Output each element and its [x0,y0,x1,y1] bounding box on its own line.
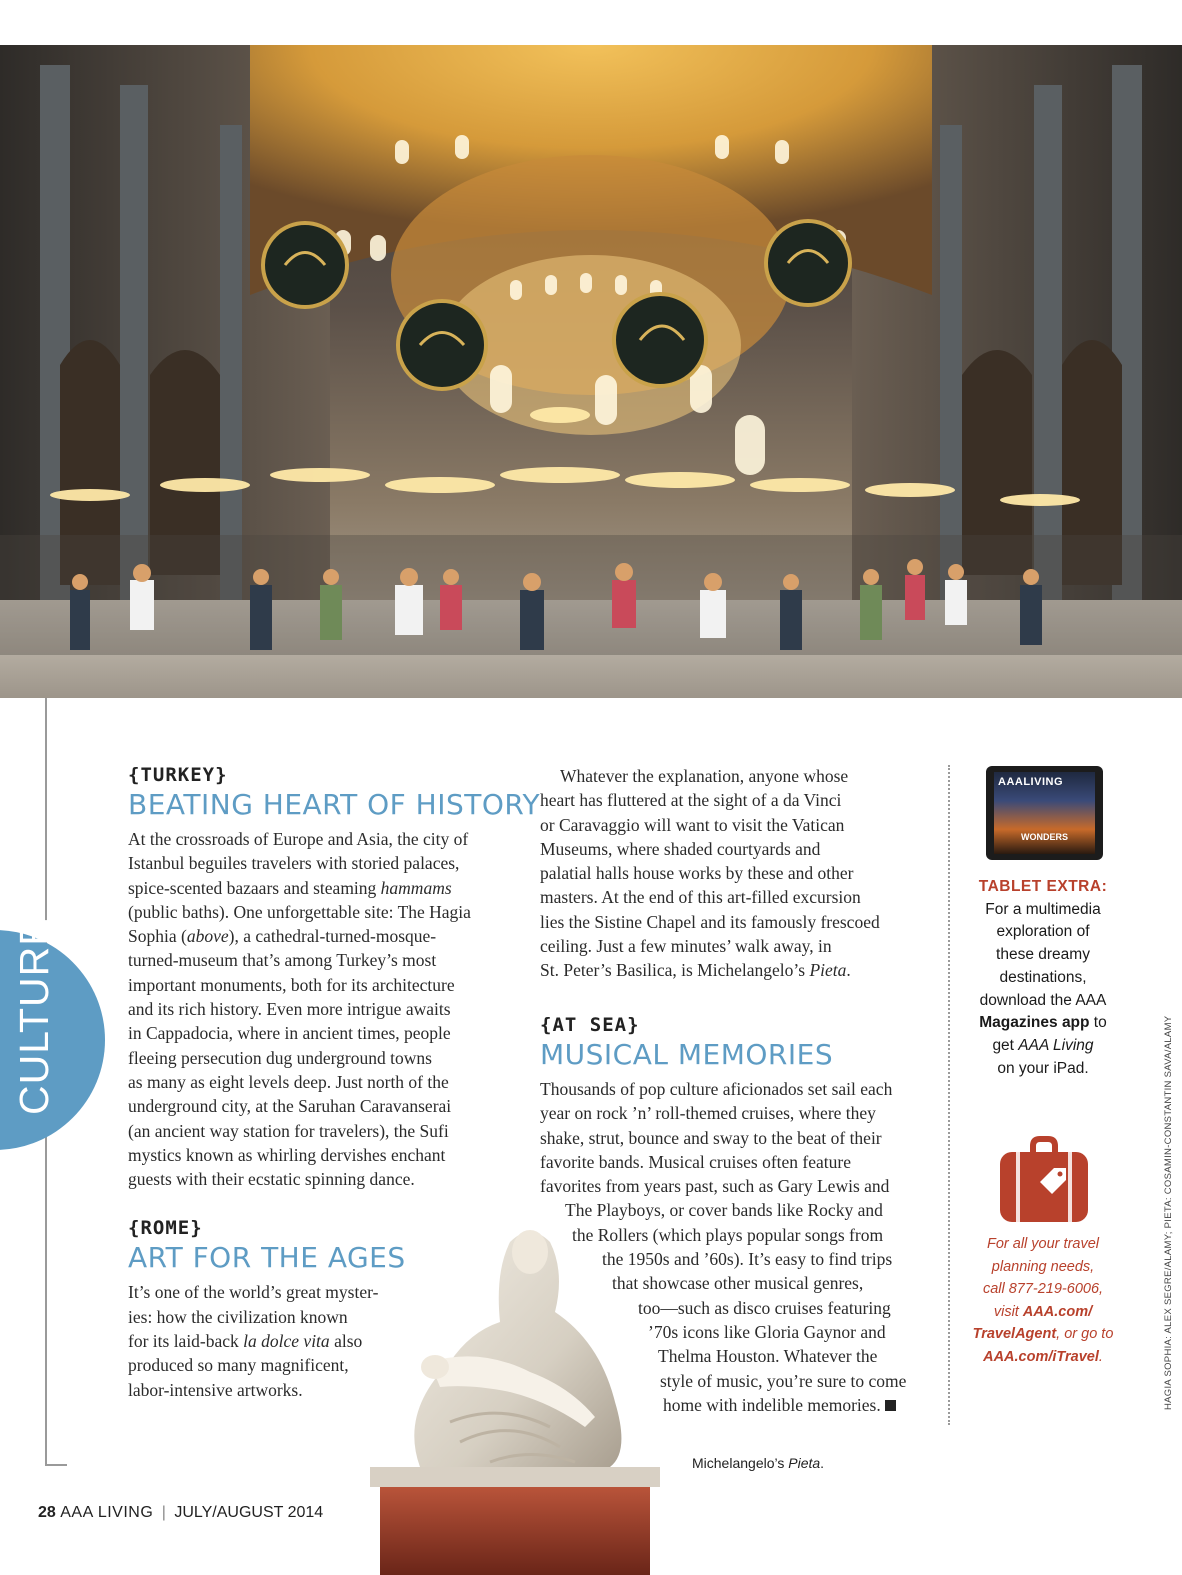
agent-link-travelagent[interactable]: AAA.com/ [1022,1303,1093,1320]
sea-line: favorite bands. Musical cruises often feature [540,1151,851,1172]
tablet-logo: AAALIVING [998,776,1063,788]
end-mark-icon [885,1400,896,1411]
rome-line: ies: how the civilization known [128,1306,348,1327]
tablet-cover-title: WONDERS [1021,832,1068,842]
sea-line: that showcase other musical genres, [612,1273,864,1294]
sea-line: Thelma Houston. Whatever the [658,1346,878,1367]
rome-headline: ART FOR THE AGES [128,1241,406,1275]
section-tab-label: CULTURE [11,917,57,1115]
issue-date: JULY/AUGUST 2014 [174,1504,324,1521]
tablet-extra-line: on your iPad. [997,1059,1089,1077]
tablet-extra-line: these dreamy [996,946,1090,964]
hero-photo [0,45,1182,698]
photo-credit: HAGIA SOPHIA: ALEX SEGRE/ALAMY; PIETA: COSAMIN-CONSTANTIN SAVA/ALAMY [1163,1015,1174,1410]
rome-cont-line: palatial halls house works by these and other [540,863,854,884]
agent-line: planning needs, [991,1258,1095,1275]
sidebar-divider [948,765,950,1425]
tablet-screen [994,772,1095,854]
turkey-line-text: spice-scented bazaars and steaming [128,877,381,898]
turkey-line: important monuments, both for its architecture [128,974,455,995]
rome-line: labor-intensive artworks. [128,1379,303,1400]
pieta-statue-image [360,1212,670,1575]
page-number: 28 [38,1504,56,1521]
rome-line: produced so many magnificent, [128,1355,349,1376]
turkey-line [128,924,513,948]
turkey-line: and its rich history. Even more intrigue awaits [128,999,451,1020]
agent-line: call 877-219-6006, [982,1281,1104,1297]
footer-separator: | [161,1504,166,1521]
agent-link-travelagent-2[interactable]: TravelAgent [972,1326,1057,1342]
turkey-line: guests with their ecstatic spinning dance. [128,1169,415,1190]
tablet-extra-line: destinations, [999,968,1087,986]
turkey-kicker: {TURKEY} [128,764,228,786]
tablet-extra-line [958,1035,1128,1058]
sea-kicker: {AT SEA} [540,1014,640,1036]
tablet-icon [986,766,1103,860]
turkey-line: (public baths). One unforgettable site: The Hagia [128,901,471,922]
rome-cont-italic: Pieta [809,960,847,981]
turkey-line-italic: hammams [380,877,452,898]
travel-agent-box [958,1233,1128,1368]
hagia-sophia-interior-photo [0,45,1182,698]
tablet-extra-line: download the AAA [979,991,1107,1009]
turkey-line: (an ancient way station for travelers), the Sufi [128,1120,449,1141]
sea-line: The Playboys, or cover bands like Rocky and [565,1200,883,1221]
rome-cont-line: lies the Sistine Chapel and its famously frescoed [540,911,880,932]
turkey-line-text: ), a cathedral-turned-mosque- [228,926,437,947]
tablet-extra-box [958,876,1128,1080]
turkey-line: fleeing persecution dug underground towns [128,1047,432,1068]
tablet-extra-text: get [992,1036,1019,1054]
rome-line-text: also [329,1331,363,1352]
turkey-line-italic: above [186,926,229,947]
turkey-body [128,827,513,1191]
turkey-line: Istanbul beguiles travelers with storied palaces, [128,853,460,874]
rome-cont-line [540,958,925,982]
turkey-line: as many as eight levels deep. Just north of the [128,1071,449,1092]
tablet-extra-line [958,1012,1128,1035]
sea-line: favorites from years past, such as Gary Lewis and [540,1176,890,1197]
rome-cont-line: heart has fluttered at the sight of a da Vinci [540,790,842,811]
sea-headline: MUSICAL MEMORIES [540,1038,834,1071]
turkey-headline: BEATING HEART OF HISTORY [128,788,541,821]
statue-caption-italic: Pieta [788,1455,821,1471]
sea-line: the 1950s and ’60s). It’s easy to find trips [602,1249,893,1270]
sea-line: year on rock ’n’ roll-themed cruises, where they [540,1103,876,1124]
agent-line [958,1346,1128,1369]
tablet-extra-text: to [1089,1014,1107,1032]
turkey-line: in Cappadocia, where in ancient times, people [128,1023,451,1044]
agent-line: For all your travel [986,1236,1099,1252]
turkey-line: underground city, at the Saruhan Caravanserai [128,1096,452,1117]
rome-line: It’s one of the world’s great myster- [128,1282,379,1303]
sea-line: ’70s icons like Gloria Gaynor and [648,1321,886,1342]
turkey-line: turned-museum that’s among Turkey’s most [128,950,437,971]
rome-cont-text: St. Peter’s Basilica, is Michelangelo’s [540,960,810,981]
left-rail-foot [45,1464,67,1466]
page-footer [38,1504,323,1522]
turkey-line [128,876,513,900]
agent-link-itravel[interactable]: AAA.com/iTravel [983,1348,1099,1365]
agent-text: . [1098,1348,1103,1365]
agent-line [958,1323,1128,1346]
statue-caption [692,1455,824,1471]
rome-line-text: for its laid-back [128,1331,244,1352]
rome-cont-text: . [846,960,851,981]
tablet-extra-line: For a multimedia [985,900,1101,918]
sea-line: style of music, you’re sure to come [660,1370,907,1391]
rome-cont-line: masters. At the end of this art-filled excursion [540,887,861,908]
statue-caption-text: Michelangelo’s [692,1455,789,1471]
sea-line: Thousands of pop culture aficionados set sail each [540,1079,893,1099]
rome-cont-line: Museums, where shaded courtyards and [540,838,821,859]
tablet-extra-bold: Magazines app [979,1014,1090,1032]
sea-line: too—such as disco cruises featuring [638,1297,891,1318]
rome-cont-line: ceiling. Just a few minutes’ walk away, in [540,936,832,957]
sea-line-text: home with indelible memories. [663,1394,881,1415]
column-right-top [540,764,925,983]
rome-cont-line: or Caravaggio will want to visit the Vatican [540,814,845,835]
statue-caption-end: . [820,1455,825,1471]
rome-continued [540,764,925,983]
sea-line: the Rollers (which plays popular songs from [572,1224,884,1245]
agent-text: , or go to [1056,1326,1114,1342]
magazine-name: AAA LIVING [60,1504,154,1521]
rome-line-italic: la dolce vita [243,1331,330,1352]
turkey-line-text: Sophia ( [128,926,187,947]
tablet-extra-title: TABLET EXTRA: [978,878,1108,895]
rome-cont-line: Whatever the explanation, anyone whose [560,766,849,786]
turkey-line: mystics known as whirling dervishes enchant [128,1144,446,1165]
turkey-line: At the crossroads of Europe and Asia, the city of [128,829,469,849]
rome-kicker: {ROME} [128,1217,203,1240]
agent-text: visit [993,1303,1023,1320]
tablet-extra-italic: AAA Living [1018,1036,1094,1054]
agent-line [958,1301,1128,1324]
suitcase-icon [996,1130,1092,1226]
sea-line: shake, strut, bounce and sway to the beat of their [540,1127,882,1148]
tablet-extra-line: exploration of [996,923,1090,941]
